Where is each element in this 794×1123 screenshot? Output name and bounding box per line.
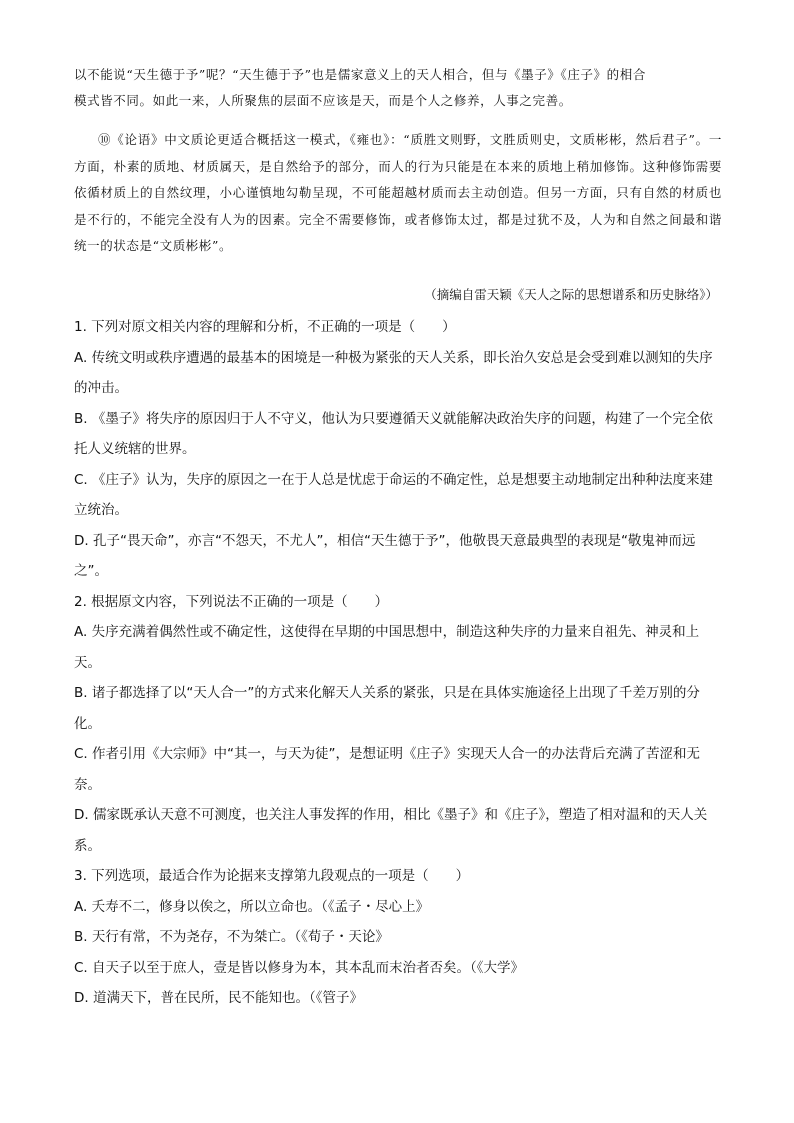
option-d: D. 道满天下，普在民所，民不能知也。（《管子》 — [74, 990, 363, 1006]
paragraph-text: ⑩《论语》中文质论更适合概括这一模式，《雍也》：“质胜文则野，文胜质则史，文质彬彬，然后君子”。一方面，朴素的质地、材质属天，是自然给予的部分，而人的行为只能是在本来的质地上稍加修饰。这种修饰需要依循材质上的自然纹理，小心谨慎地勾勒呈现，不可能超越材质而去主动创造。但另一方面，只有自然的材质也是不行的，不能完全没有人为的因素。完全不需要修饰，或者修饰太过，都是过犹不及，人为和自然之间最和谐统一的状态是“文质彬彬”。 — [74, 132, 722, 253]
option-c: C. 《庄子》认为，失序的原因之一在于人总是忧虑于命运的不确定性，总是想要主动地制定出种种法度来建立统治。 — [74, 471, 714, 518]
passage-line: 模式皆不同。如此一来，人所聚焦的层面不应该是天，而是个人之修养，人事之完善。 — [74, 93, 572, 108]
paragraph-10 — [74, 127, 722, 260]
question-stem: 3. 下列选项，最适合作为论据来支撑第九段观点的一项是（ ） — [74, 868, 470, 884]
option-d: D. 儒家既承认天意不可测度，也关注人事发挥的作用，相比《墨子》和《庄子》，塑造了相对温和的天人关系。 — [74, 807, 708, 854]
question-stem: 2. 根据原文内容，下列说法不正确的一项是（ ） — [74, 593, 389, 610]
option-a: A. 夭寿不二，修身以俟之，所以立命也。（《孟子・尽心上》 — [74, 898, 430, 915]
option-b: B. 诸子都选择了以“天人合一”的方式来化解天人关系的紧张，只是在具体实施途径上出现了千差万别的分化。 — [74, 685, 700, 732]
option-b: B. 天行有常，不为尧存，不为桀亡。（《荀子・天论》 — [74, 929, 389, 945]
question-3 — [74, 861, 722, 1014]
source-citation: （摘编自雷天颖《天人之际的思想谱系和历史脉络》） — [424, 287, 718, 302]
option-b: B. 《墨子》将失序的原因归于人不守义，他认为只要遵循天义就能解决政治失序的问题，构建了一个完全依托人义统辖的世界。 — [74, 410, 713, 457]
option-c: C. 作者引用《大宗师》中“其一，与天为徒”，是想证明《庄子》实现天人合一的办法背后充满了苦涩和无奈。 — [74, 746, 700, 793]
passage-line: 以不能说“天生德于予”呢？“天生德于予”也是儒家意义上的天人相合，但与《墨子》《庄子》的相合 — [74, 67, 646, 82]
question-stem: 1. 下列对原文相关内容的理解和分析，不正确的一项是（ ） — [74, 319, 456, 335]
question-2 — [74, 587, 722, 862]
option-a: A. 失序充满着偶然性或不确定性，这使得在早期的中国思想中，制造这种失序的力量来自祖先、神灵和上天。 — [74, 624, 700, 671]
passage-continuation — [74, 62, 722, 114]
option-c: C. 自天子以至于庶人，壹是皆以修身为本，其本乱而末治者否矣。（《大学》 — [74, 959, 525, 976]
question-1 — [74, 312, 722, 587]
option-d: D. 孔子“畏天命”，亦言“不怨天，不尤人”，相信“天生德于予”，他敬畏天意最典型的表现是“敬鬼神而远之”。 — [74, 532, 696, 579]
question-list — [74, 312, 722, 1014]
option-a: A. 传统文明或秩序遭遇的最基本的困境是一种极为紧张的天人关系，即长治久安总是会受到难以测知的失序的冲击。 — [74, 349, 713, 396]
